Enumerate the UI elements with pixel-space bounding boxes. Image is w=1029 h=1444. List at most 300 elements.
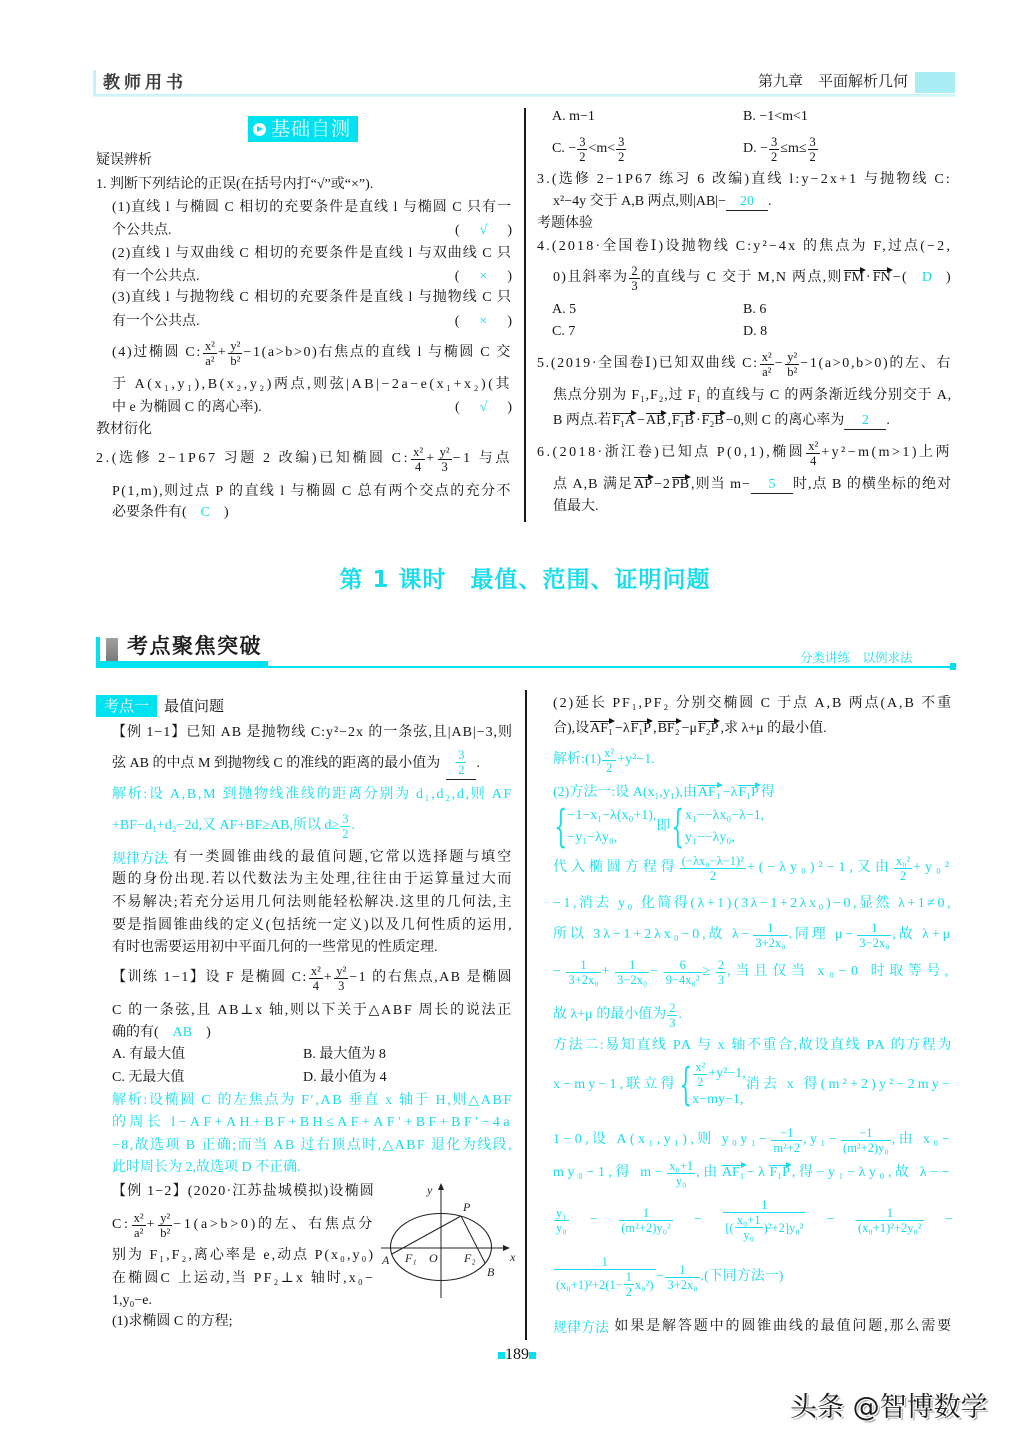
text-run: +y₀² — [913, 860, 953, 875]
label-y-axis: y — [427, 1183, 433, 1197]
fraction — [132, 1211, 146, 1240]
denominator — [771, 1141, 802, 1155]
denominator — [411, 460, 425, 474]
text-run: − — [650, 964, 663, 979]
section-title: 考点聚焦突破 — [127, 633, 262, 658]
denominator — [857, 936, 891, 950]
text-run: 在椭圆C 上运动,当 PF₂⊥x 轴时,x₀− — [112, 1271, 375, 1286]
text-run: , — [667, 413, 671, 428]
vector: F₁P — [630, 721, 652, 736]
section-slogan: 分类讲练 以例求法 — [800, 651, 913, 665]
numerator — [554, 1255, 656, 1270]
numerator — [158, 1211, 172, 1226]
fraction — [203, 339, 217, 368]
text-run: 6.(2018·浙江卷)已知点 P(0,1),椭圆 — [537, 445, 806, 460]
text-run: 有一个公共点. — [112, 314, 200, 329]
text-run: 解析:设 A,B,M 到抛物线准线的距离分别为 d₁,d₂,d,则 AF — [112, 787, 513, 802]
text-run: 别为 F₁,F₂,离心率是 e,动点 P(x₀,y₀) — [112, 1248, 375, 1263]
answer: √ — [479, 223, 488, 238]
text-run: C. 无最大值 — [112, 1070, 185, 1085]
highlight-label: 规律方法 — [112, 852, 168, 867]
numerator — [856, 1206, 924, 1221]
brace-icon: { — [671, 801, 685, 853]
answer-parens — [455, 222, 512, 240]
equation-system — [678, 1060, 746, 1111]
text-run: 3 — [631, 278, 638, 293]
text-run: +(−λy₀)²−1,又由 — [746, 860, 893, 875]
text-run: ) — [224, 505, 229, 520]
equation-rows — [685, 805, 764, 849]
text-run: 【训练 1−1】设 F 是椭圆 C: — [112, 970, 308, 985]
text-run: ,当且仅当 x₀−0 时取等号, — [727, 964, 953, 979]
text-run: a² — [134, 1225, 144, 1240]
text-run: (m²+2)y₀ — [843, 1140, 889, 1155]
text-run: , — [653, 721, 657, 736]
text-run: 必要条件有( — [112, 505, 187, 520]
text-run: x² — [133, 1210, 144, 1225]
fraction — [577, 135, 587, 164]
text-run: ) — [507, 314, 512, 329]
text-run: 3−2x₀ — [617, 972, 648, 987]
text-run: y² — [230, 338, 241, 353]
text-run: x−my−1,联立得 — [553, 1077, 678, 1092]
answer-blank: 20 — [726, 194, 768, 211]
vector: FN — [872, 270, 891, 285]
text-run: 2 — [809, 149, 816, 164]
numerator — [309, 964, 323, 979]
text-run: x−my−1, — [692, 1091, 744, 1107]
denominator — [760, 365, 774, 379]
numerator — [735, 1213, 763, 1228]
denominator — [228, 354, 242, 368]
header-accent-bar — [93, 70, 96, 97]
text-run: 的直线与 C 交于 M,N 两点,则 — [640, 270, 843, 285]
denominator — [629, 279, 639, 293]
denominator — [693, 1075, 707, 1089]
text-run: − — [589, 1212, 598, 1227]
text-run: 点 A,B 满足 — [553, 477, 634, 492]
numerator — [857, 921, 891, 936]
text-run: 中 e 为椭圆 C 的离心率). — [112, 400, 262, 415]
text-run: 2 — [771, 149, 778, 164]
text-run: x² — [761, 349, 772, 364]
numerator — [723, 1198, 805, 1213]
text-run: y₁ — [556, 1205, 567, 1220]
vector: AF₁ — [590, 721, 613, 736]
text-run: 3.(选修 2−1P67 练习 6 改编)直线 l:y−2x+1 与抛物线 C: — [537, 172, 952, 187]
text-run: 4 — [414, 459, 422, 474]
text-run: (m²+2)y₀² — [621, 1220, 671, 1235]
text-run: B. 6 — [743, 302, 767, 317]
text-run: +y²−1. — [617, 752, 655, 767]
text-run: 题的身份出现.若以代数法为主处理,往往由于运算量过大而 — [112, 872, 513, 887]
text-run: − — [694, 1212, 702, 1227]
fraction — [334, 964, 348, 993]
fraction — [665, 1263, 699, 1292]
text-run: 2 — [717, 957, 725, 972]
header-rule — [93, 94, 955, 97]
denominator — [602, 761, 616, 775]
denominator — [806, 454, 820, 468]
text-run: −1,消去 y₀ 化简得(λ+1)(3λ−1+2λx₀)−0,显然 λ+1≠0, — [553, 896, 953, 911]
text-run: 1 — [767, 920, 774, 935]
topic-badge: 考点一 — [96, 695, 157, 717]
denominator — [438, 460, 452, 474]
answer: D — [921, 270, 933, 285]
text-run: ) — [507, 223, 512, 238]
vector: F₁P — [738, 785, 759, 800]
fraction — [228, 339, 242, 368]
denominator — [856, 1221, 924, 1235]
text-run: 1 — [871, 920, 878, 935]
numerator — [753, 921, 787, 936]
text-run: 1,y₀−e. — [112, 1293, 152, 1308]
text-run: −λ — [614, 721, 630, 736]
text-run: (2)延长 PF₁,PF₂ 分别交椭圆 C 于点 A,B 两点(A,B 不重 — [553, 696, 953, 711]
text-run: D. 最小值为 4 — [303, 1070, 387, 1085]
fraction — [619, 1206, 672, 1235]
denominator — [785, 365, 799, 379]
numerator — [616, 135, 626, 150]
fraction — [624, 1270, 634, 1299]
text-run: 6 — [679, 957, 686, 972]
text-run: + — [323, 970, 334, 985]
text-run: y² — [160, 1210, 171, 1225]
page-number — [498, 1346, 536, 1364]
text-run: ,y₁− — [803, 1132, 841, 1147]
denominator — [735, 1228, 763, 1242]
basic-test-badge — [248, 116, 358, 142]
denominator — [723, 1213, 805, 1242]
text-run: ≥ — [702, 964, 715, 979]
text-run: 2 — [606, 760, 613, 775]
fraction — [857, 921, 891, 950]
text-run: B. 最大值为 8 — [303, 1047, 386, 1062]
text-run: 5.(2019·全国卷Ⅰ)已知双曲线 C: — [537, 356, 759, 371]
text-run: (x₀+1)²+2y₀² — [858, 1220, 922, 1235]
text-run: (4)过椭圆 C: — [112, 345, 202, 360]
watermark: 头条 @智博数学 — [790, 1392, 988, 1423]
label-point-b: B — [487, 1265, 495, 1279]
label-x-axis: x — [510, 1250, 516, 1264]
text-run: D. 8 — [743, 324, 768, 339]
fraction — [456, 748, 466, 777]
fraction — [158, 1211, 172, 1240]
text-run: −y₁−λy₀, — [567, 830, 618, 845]
fraction — [566, 958, 600, 987]
play-icon — [253, 123, 266, 136]
text-run: 疑误辨析 — [96, 153, 152, 168]
text-run: A. m−1 — [552, 109, 595, 124]
numerator — [334, 964, 348, 979]
answer-parens — [455, 268, 512, 286]
text-run: ,故 λ+μ — [892, 927, 954, 942]
numerator — [680, 854, 746, 869]
text-run: y² — [336, 963, 347, 978]
text-run: C. 7 — [552, 324, 576, 339]
numerator — [760, 350, 774, 365]
text-run: −1 的右焦点,AB 是椭圆 — [349, 970, 513, 985]
fraction — [667, 1001, 677, 1030]
text-run: ( — [454, 269, 460, 284]
text-run: 确的有( — [112, 1025, 159, 1040]
text-run: 3 — [809, 134, 816, 149]
denominator — [753, 936, 787, 950]
denominator — [456, 763, 466, 777]
page-number-value: 189 — [505, 1346, 529, 1363]
fraction — [716, 958, 726, 987]
vector: F₂P — [698, 721, 719, 736]
numerator — [693, 1060, 707, 1075]
text-run: 个公共点. — [112, 223, 172, 238]
denominator — [340, 827, 350, 841]
text-run: ,得−y₁−λy₀,故 λ−− — [791, 1165, 954, 1180]
text-run: − — [656, 1269, 665, 1284]
text-run: 3+2x₀ — [667, 1277, 698, 1292]
text-run: y₀ — [743, 1228, 754, 1242]
text-run: [( — [725, 1220, 734, 1235]
text-run: 4.(2018·全国卷Ⅰ)设抛物线 C:y²−4x 的焦点为 F,过点(−2, — [537, 239, 952, 254]
denominator — [619, 1221, 672, 1235]
section-gray-block — [106, 638, 118, 661]
numerator — [771, 1126, 802, 1141]
text-run: . — [768, 194, 772, 209]
text-run: b² — [787, 364, 798, 379]
text-run: 3−2x₀ — [859, 935, 890, 950]
text-run: 解析:设椭圆 C 的左焦点为 F′,AB 垂直 x 轴于 H,则△ABF — [112, 1093, 513, 1108]
fraction — [785, 350, 799, 379]
text-run: x²−4y 交于 A,B 两点,则|AB|− — [553, 194, 726, 209]
numerator — [667, 1159, 695, 1174]
denominator — [841, 1141, 891, 1155]
text-run: B. −1<m<1 — [743, 109, 808, 124]
fraction — [438, 445, 452, 474]
text-run: + — [217, 345, 228, 360]
text-run: y₁−−λy₀, — [684, 830, 735, 845]
text-run: +y²−1, — [708, 1066, 746, 1081]
text-run: 教材衍化 — [96, 422, 152, 437]
text-run: y₀ — [556, 1220, 567, 1235]
fraction — [680, 854, 746, 883]
text-run: 2 — [458, 763, 465, 777]
text-run: 3+2x₀ — [755, 935, 786, 950]
text-run: y² — [439, 444, 450, 459]
text-run: · — [696, 413, 701, 428]
text-run: ) — [946, 270, 952, 285]
text-run: 得 — [760, 785, 775, 800]
fraction — [693, 1060, 707, 1089]
text-run: − — [945, 1212, 953, 1227]
text-run: 3 — [618, 134, 625, 149]
denominator — [664, 973, 702, 987]
label-origin: O — [429, 1251, 438, 1265]
text-run: 于 A(x₁,y₁),B(x₂,y₂)两点,则弦|AB|−2a−e(x₁+x₂)(其 — [112, 377, 512, 392]
text-run: − — [553, 964, 566, 979]
vector: F₁B — [671, 413, 694, 428]
text-run: (2)方法一:设 A(x₁,y₁),由 — [553, 785, 697, 800]
text-run: 【例 1−1】已知 AB 是抛物线 C:y²−2x 的一条弦,且|AB|−3,则 — [112, 725, 513, 740]
text-run: (x₀+1)²+2(1− — [556, 1277, 623, 1292]
denominator — [665, 1278, 699, 1292]
equation-rows — [567, 805, 656, 849]
text-run: 3 — [458, 748, 465, 762]
fraction — [723, 1198, 805, 1242]
text-run: −μ — [681, 721, 698, 736]
text-run: ( — [454, 400, 460, 415]
equation-row — [567, 805, 656, 827]
text-run: C 的一条弦,且 AB⊥x 轴,则以下关于△ABF 周长的说法正 — [112, 1003, 513, 1018]
text-run: 0)且斜率为 — [553, 270, 629, 285]
numerator — [806, 439, 820, 454]
numerator — [566, 958, 600, 973]
text-run: C: — [112, 1217, 131, 1232]
text-run: 【例 1−2】(2020·江苏盐城模拟)设椭圆 — [112, 1184, 375, 1199]
text-run: −λ — [722, 785, 738, 800]
text-run: − — [774, 356, 785, 371]
numerator — [894, 854, 912, 869]
numerator — [619, 1206, 672, 1221]
denominator — [624, 1285, 634, 1299]
text-run: 2 — [579, 149, 586, 164]
fraction — [554, 1206, 569, 1235]
numerator — [629, 264, 639, 279]
text-run: b² — [230, 353, 241, 368]
text-run: + — [146, 1217, 158, 1232]
text-run: 1 — [629, 957, 636, 972]
text-run: 1−0,设 A(x₁,y₁),则 y₀y₁− — [553, 1132, 771, 1147]
text-run: 弦 AB 的中点 M 到抛物线 C 的准线的距离的最小值为 — [112, 756, 441, 771]
text-run: −1(a>b>0)的左、右焦点分 — [173, 1217, 375, 1232]
label-focus-f1: F₁ — [405, 1251, 417, 1265]
text-run: 即 — [656, 819, 671, 834]
text-run: −1(a>b>0)右焦点的直线 l 与椭圆 C 交 — [243, 345, 512, 360]
fraction — [554, 1255, 656, 1299]
text-run: )²+2]y₀² — [763, 1220, 804, 1235]
text-run: (1)求椭圆 C 的方程; — [112, 1314, 233, 1329]
numerator — [438, 445, 452, 460]
text-run: 代入椭圆方程得 — [553, 860, 679, 875]
text-run: x² — [413, 444, 424, 459]
label-point-a: A — [382, 1253, 390, 1267]
text-run: 1 — [580, 957, 587, 972]
numerator — [841, 1126, 891, 1141]
numerator — [203, 339, 217, 354]
text-run: 4 — [810, 453, 817, 468]
numerator — [808, 135, 818, 150]
text-run: B 两点.若 — [553, 413, 612, 428]
text-run: 3 — [771, 134, 778, 149]
text-run: ,则当 m− — [691, 477, 751, 492]
label-focus-f2: F₂ — [464, 1251, 476, 1265]
answer: √ — [479, 400, 488, 415]
numerator — [411, 445, 425, 460]
text-run: y₀ — [675, 1173, 687, 1188]
text-run: 值最大. — [553, 499, 599, 514]
text-run: −1 — [859, 1125, 873, 1140]
text-run: · — [865, 270, 872, 285]
text-run: ( — [454, 314, 460, 329]
text-run: A. 有最大值 — [112, 1047, 186, 1062]
fraction — [309, 964, 323, 993]
text-run: (3)直线 l 与抛物线 C 相切的充要条件是直线 l 与抛物线 C 只 — [112, 290, 512, 305]
numerator — [665, 1263, 699, 1278]
text-run: 1 — [886, 1205, 893, 1220]
fraction — [808, 135, 818, 164]
topic-title: 最值问题 — [164, 697, 225, 715]
fraction — [664, 958, 702, 987]
section-underline-thick — [96, 661, 268, 668]
text-run: C. − — [552, 141, 577, 156]
denominator — [667, 1016, 677, 1030]
text-run: −λ — [746, 1165, 769, 1180]
text-run: 3 — [338, 978, 345, 993]
text-run: ) — [507, 269, 512, 284]
text-run: .(下同方法一) — [700, 1269, 784, 1284]
denominator — [566, 973, 600, 987]
numerator — [667, 1001, 677, 1016]
answer-blank: 2 — [844, 413, 886, 430]
denominator — [894, 869, 912, 883]
text-run: y² — [787, 349, 798, 364]
basic-test-label: 基础自测 — [271, 118, 352, 140]
text-run: + — [601, 964, 615, 979]
fraction — [411, 445, 425, 474]
text-run: −1−x₁−λ(x₀+1), — [567, 808, 657, 823]
text-run: x₀²) — [635, 1277, 654, 1292]
numerator — [664, 958, 702, 973]
text-run: − — [637, 413, 646, 428]
text-run: 1 — [679, 1262, 686, 1277]
numerator — [340, 812, 350, 827]
fraction — [602, 746, 616, 775]
text-run: x₀+1 — [669, 1158, 694, 1173]
text-run: ,由 — [696, 1165, 721, 1180]
vector: AF₁ — [697, 785, 721, 800]
numerator — [577, 135, 587, 150]
page-number-marker-right — [529, 1352, 536, 1359]
text-run: 1 — [642, 1205, 650, 1220]
text-run: ≤m≤ — [780, 141, 807, 156]
text-run: 3 — [441, 459, 448, 474]
fraction — [615, 958, 649, 987]
text-run: x² — [695, 1059, 706, 1074]
fraction — [771, 1126, 802, 1155]
denominator — [616, 150, 626, 164]
fraction — [769, 135, 779, 164]
text-run: 有一个公共点. — [112, 269, 200, 284]
denominator — [203, 354, 217, 368]
equation-row — [692, 1089, 746, 1111]
text-run: 解析:(1) — [553, 752, 602, 767]
answer: C — [200, 505, 211, 520]
equation-row — [567, 827, 656, 849]
text-run: −2 — [653, 477, 671, 492]
text-run: 有时也需要运用初中平面几何的一些常见的性质定理. — [112, 940, 438, 955]
text-run: .同理 μ− — [788, 927, 857, 942]
text-run: 不易解决;若充分运用几何法则能轻松解决.这里的几何法,主 — [112, 895, 513, 910]
header-chapter: 第九章 平面解析几何 — [758, 72, 909, 90]
equation-rows — [692, 1060, 746, 1111]
text-run: P(1,m),则过点 P 的直线 l 与椭圆 C 总有两个交点的充分不 — [112, 484, 512, 499]
text-run: 4 — [312, 978, 319, 993]
fraction — [340, 812, 350, 841]
ellipse-diagram — [378, 1180, 520, 1302]
page-number-marker-left — [498, 1352, 505, 1359]
denominator — [309, 979, 323, 993]
fraction — [856, 1206, 924, 1235]
text-run: −( — [892, 270, 908, 285]
text-run: 2 — [631, 263, 638, 278]
